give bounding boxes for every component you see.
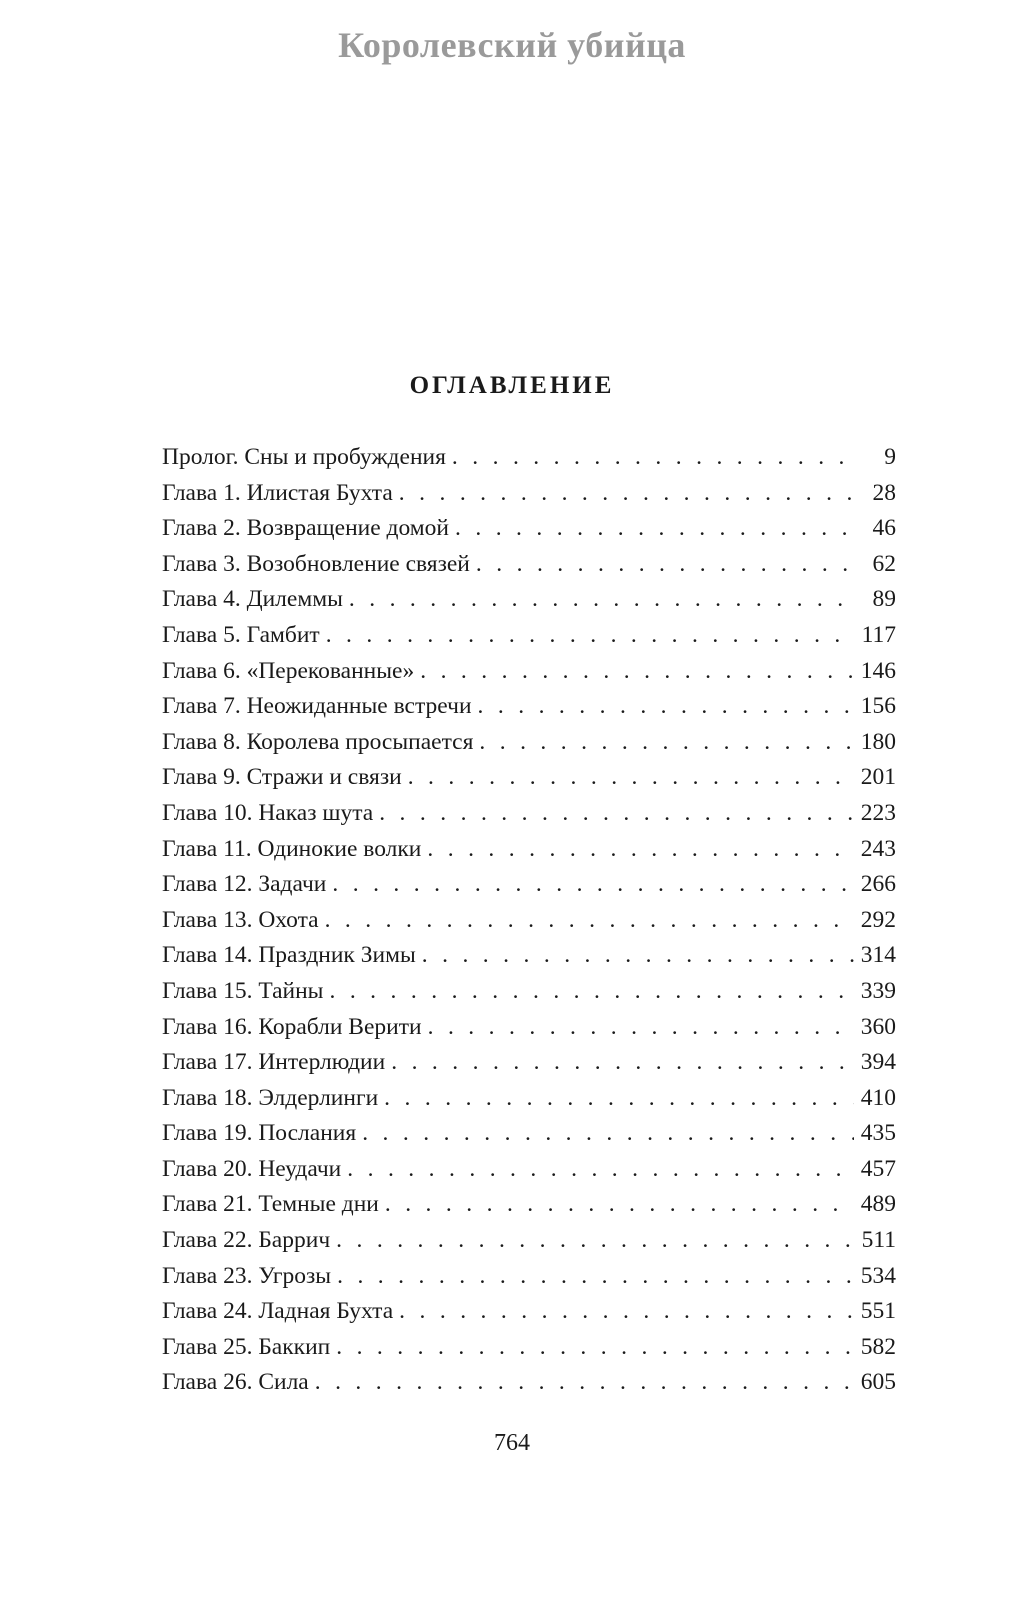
toc-entry-page: 457 <box>860 1155 896 1182</box>
toc-entry-page: 117 <box>861 621 896 648</box>
toc-entry <box>162 938 896 974</box>
toc-entry <box>162 1223 896 1259</box>
toc-entry <box>162 1045 896 1081</box>
dot-leader <box>399 476 854 512</box>
dot-leader <box>427 832 854 868</box>
toc-entry <box>162 689 896 725</box>
toc-entry-title: Глава 13. Охота <box>162 906 319 933</box>
toc-entry-title: Глава 4. Дилеммы <box>162 586 343 613</box>
dot-leader <box>379 796 854 832</box>
toc-entry-title: Глава 17. Интерлюдии <box>162 1049 386 1076</box>
toc-entry-page: 180 <box>860 728 896 755</box>
toc-entry <box>162 1294 896 1330</box>
toc-entry-title: Глава 3. Возобновление связей <box>162 550 470 577</box>
toc-entry-page: 9 <box>884 444 896 470</box>
dot-leader <box>385 1187 854 1223</box>
toc-entry <box>162 582 896 618</box>
toc-entry-page: 394 <box>860 1049 896 1076</box>
toc-entry-page: 534 <box>860 1262 896 1289</box>
toc-entry <box>162 1187 896 1223</box>
toc-entry-title: Глава 18. Элдерлинги <box>162 1084 379 1111</box>
toc-entry-page: 410 <box>860 1084 896 1111</box>
toc-entry-title: Глава 22. Баррич <box>162 1227 331 1254</box>
toc-entry-title: Глава 24. Ладная Бухта <box>162 1298 394 1325</box>
toc-entry <box>162 832 896 868</box>
running-head: Королевский убийца <box>338 25 686 65</box>
toc-entry <box>162 547 896 583</box>
toc-entry-title: Глава 14. Праздник Зимы <box>162 942 416 969</box>
dot-leader <box>337 1259 854 1295</box>
toc-entry-page: 146 <box>860 657 896 684</box>
dot-leader <box>315 1365 854 1401</box>
toc-entry <box>162 796 896 832</box>
table-of-contents <box>162 440 896 1401</box>
toc-entry <box>162 974 896 1010</box>
toc-entry-title: Глава 20. Неудачи <box>162 1155 342 1182</box>
toc-entry-page: 243 <box>860 835 896 862</box>
toc-entry-page: 28 <box>872 479 896 506</box>
toc-entry <box>162 654 896 690</box>
dot-leader <box>422 938 854 974</box>
toc-entry-title: Глава 25. Баккип <box>162 1333 331 1360</box>
toc-entry-title: Глава 21. Темные дни <box>162 1191 379 1218</box>
toc-entry-title: Глава 11. Одинокие волки <box>162 835 422 862</box>
toc-entry <box>162 511 896 547</box>
toc-entry <box>162 903 896 939</box>
toc-entry-page: 292 <box>860 906 896 933</box>
toc-entry-page: 339 <box>860 977 896 1004</box>
dot-leader <box>408 760 854 796</box>
toc-entry-title: Глава 26. Сила <box>162 1369 309 1396</box>
toc-entry <box>162 1081 896 1117</box>
toc-entry-page: 489 <box>860 1191 896 1218</box>
toc-entry <box>162 1259 896 1295</box>
toc-entry <box>162 1010 896 1046</box>
toc-entry-title: Глава 15. Тайны <box>162 977 324 1004</box>
toc-entry <box>162 867 896 903</box>
toc-entry <box>162 440 896 476</box>
toc-entry-page: 156 <box>860 693 896 720</box>
toc-entry-page: 605 <box>860 1369 896 1396</box>
dot-leader <box>329 974 854 1010</box>
dot-leader <box>347 1152 854 1188</box>
toc-entry-page: 582 <box>860 1333 896 1360</box>
page-number: 764 <box>494 1430 530 1456</box>
dot-leader <box>455 511 854 547</box>
dot-leader <box>325 903 854 939</box>
toc-entry-page: 360 <box>860 1013 896 1040</box>
toc-entry-title: Глава 19. Послания <box>162 1120 357 1147</box>
toc-entry <box>162 760 896 796</box>
dot-leader <box>476 547 854 583</box>
toc-entry-page: 314 <box>860 942 896 969</box>
toc-entry-page: 223 <box>860 799 896 826</box>
dot-leader <box>428 1010 854 1046</box>
toc-entry-page: 435 <box>860 1120 896 1147</box>
toc-entry-page: 266 <box>860 871 896 898</box>
toc-entry-title: Глава 12. Задачи <box>162 871 327 898</box>
toc-entry-title: Глава 7. Неожиданные встречи <box>162 693 472 720</box>
dot-leader <box>349 582 854 618</box>
dot-leader <box>336 1330 854 1366</box>
toc-entry-title: Глава 9. Стражи и связи <box>162 764 402 791</box>
toc-entry-page: 89 <box>872 586 896 613</box>
toc-entry <box>162 1116 896 1152</box>
toc-entry-title: Глава 23. Угрозы <box>162 1262 332 1289</box>
dot-leader <box>326 618 854 654</box>
dot-leader <box>420 654 854 690</box>
toc-entry-title: Глава 8. Королева просыпается <box>162 728 474 755</box>
toc-entry <box>162 1152 896 1188</box>
toc-entry <box>162 725 896 761</box>
dot-leader <box>332 867 854 903</box>
toc-entry-title: Глава 5. Гамбит <box>162 621 320 648</box>
toc-heading: ОГЛАВЛЕНИЕ <box>409 372 615 399</box>
dot-leader <box>452 440 854 476</box>
toc-entry-page: 62 <box>872 550 896 577</box>
toc-entry-title: Глава 2. Возвращение домой <box>162 515 449 542</box>
toc-entry-page: 201 <box>860 764 896 791</box>
toc-entry-page: 551 <box>860 1298 896 1325</box>
toc-entry-title: Глава 6. «Перекованные» <box>162 657 415 684</box>
dot-leader <box>399 1294 854 1330</box>
toc-entry <box>162 476 896 512</box>
toc-entry-page: 511 <box>861 1227 896 1254</box>
toc-entry <box>162 1330 896 1366</box>
toc-entry-title: Глава 10. Наказ шута <box>162 799 374 826</box>
dot-leader <box>336 1223 854 1259</box>
toc-entry <box>162 1365 896 1401</box>
dot-leader <box>391 1045 854 1081</box>
toc-entry-page: 46 <box>872 515 896 542</box>
toc-entry <box>162 618 896 654</box>
toc-entry-title: Глава 16. Корабли Верити <box>162 1013 422 1040</box>
toc-entry-title: Пролог. Сны и пробуждения <box>162 444 446 470</box>
dot-leader <box>478 689 854 725</box>
dot-leader <box>384 1081 854 1117</box>
toc-entry-title: Глава 1. Илистая Бухта <box>162 479 393 506</box>
dot-leader <box>479 725 854 761</box>
dot-leader <box>362 1116 854 1152</box>
